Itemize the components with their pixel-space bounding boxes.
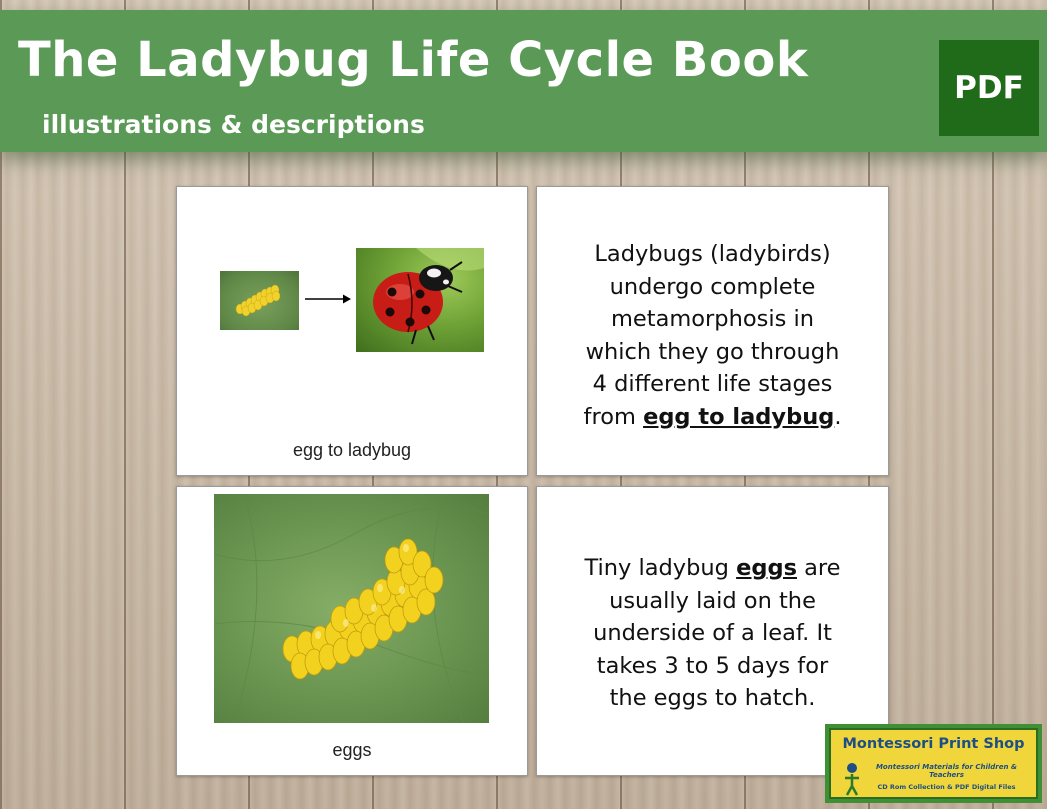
description-line: the eggs to hatch. xyxy=(609,685,816,711)
eggs-photo xyxy=(214,494,489,723)
card-egg-to-ladybug-picture xyxy=(176,186,528,476)
header-banner xyxy=(0,10,1047,152)
pdf-badge: PDF xyxy=(939,40,1039,136)
description-text-plain: Tiny ladybug xyxy=(584,555,729,581)
page-subtitle: illustrations & descriptions xyxy=(42,110,425,139)
description-line: which they go through xyxy=(585,338,840,365)
description-line: Ladybugs (ladybirds) xyxy=(594,241,831,267)
child-figure-icon xyxy=(841,762,863,796)
logo-panel xyxy=(829,728,1038,799)
logo-tagline: CD Rom Collection & PDF Digital Files xyxy=(877,783,1016,791)
description-line xyxy=(549,401,876,434)
ladybug-drawing xyxy=(356,248,484,352)
description-line: usually laid on the xyxy=(609,587,816,614)
description-text xyxy=(549,552,876,715)
description-line: 4 different life stages xyxy=(592,371,833,397)
description-keyword: eggs xyxy=(736,555,797,581)
ladybug-photo xyxy=(356,248,484,352)
card-eggs-picture xyxy=(176,486,528,776)
description-line: takes 3 to 5 days for xyxy=(596,652,829,679)
egg-cluster-drawing xyxy=(220,271,299,330)
card-caption: eggs xyxy=(332,740,372,760)
montessori-print-shop-logo xyxy=(825,724,1042,803)
eggs-drawing xyxy=(214,494,489,723)
right-arrow-icon xyxy=(305,293,351,305)
description-line: underside of a leaf. It xyxy=(593,620,832,646)
description-keyword: egg to ladybug xyxy=(643,403,835,430)
description-line: undergo complete xyxy=(609,273,816,300)
page-title: The Ladybug Life Cycle Book xyxy=(18,32,809,88)
description-line xyxy=(549,552,876,585)
description-text xyxy=(549,238,876,433)
description-punctuation: . xyxy=(834,403,842,430)
description-text-plain: from xyxy=(583,403,636,430)
card-caption: egg to ladybug xyxy=(292,440,412,460)
logo-subtitle: Montessori Materials for Children & Teachers xyxy=(875,763,1018,779)
card-egg-to-ladybug-description xyxy=(536,186,889,476)
logo-title: Montessori Print Shop xyxy=(842,736,1025,752)
description-text-plain: are xyxy=(804,555,841,581)
description-line: metamorphosis in xyxy=(611,306,814,332)
egg-cluster-thumbnail xyxy=(220,271,299,330)
